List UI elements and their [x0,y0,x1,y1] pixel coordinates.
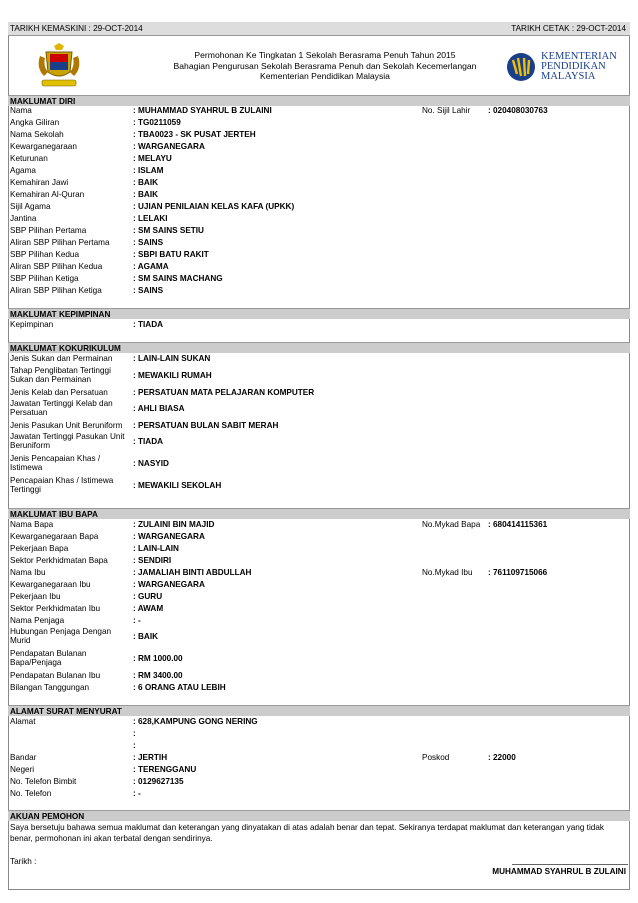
field-value: : RM 1000.00 [133,654,183,663]
title-line-2: Bahagian Pengurusan Sekolah Berasrama Penuh dan Sekolah Kecemerlangan [173,60,477,71]
field-value: : 22000 [488,753,516,762]
field-value: : SENDIRI [133,556,172,565]
field-value: : 020408030763 [488,106,548,115]
field-value: : TBA0023 - SK PUSAT JERTEH [133,130,256,139]
field-label: Pencapaian Khas / Istimewa Tertinggi [10,476,114,494]
field-value: : MEWAKILI RUMAH [133,371,212,380]
field-value: : PERSATUAN MATA PELAJARAN KOMPUTER [133,388,315,397]
field-value: : BAIK [133,190,159,199]
field-value: : SAINS [133,238,164,247]
applicant-name: MUHAMMAD SYAHRUL B ZULAINI [492,867,626,876]
printed-date: TARIKH CETAK : 29-OCT-2014 [511,24,626,33]
field-label: Pendapatan Bulanan Bapa/Penjaga [10,649,87,667]
section-akuan-pemohon: AKUAN PEMOHON [8,810,630,821]
field-value: : BAIK [133,178,159,187]
field-label: No.Mykad Ibu [422,568,473,577]
field-label: Sektor Perkhidmatan Bapa [10,556,108,565]
field-value: : GURU [133,592,163,601]
field-value: : [133,741,136,750]
field-value: : WARGANEGARA [133,580,205,589]
field-value: : AGAMA [133,262,169,271]
field-label: Kewarganegaraan [10,142,77,151]
field-value: : SBPI BATU RAKIT [133,250,209,259]
field-label: Kepimpinan [10,320,54,329]
field-label: Tahap Penglibatan Tertinggi Sukan dan Permainan [10,366,111,384]
field-label: Aliran SBP Pilihan Kedua [10,262,103,271]
field-label: Hubungan Penjaga Dengan Murid [10,627,112,645]
field-label: Jantina [10,214,37,223]
field-value: : SM SAINS SETIU [133,226,204,235]
field-value: : WARGANEGARA [133,142,205,151]
field-value: : WARGANEGARA [133,532,205,541]
field-label: Pendapatan Bulanan Ibu [10,671,101,680]
field-value: : TIADA [133,320,164,329]
field-label: No. Sijil Lahir [422,106,471,115]
field-value: : MUHAMMAD SYAHRUL B ZULAINI [133,106,272,115]
field-label: Sijil Agama [10,202,51,211]
field-value: : SM SAINS MACHANG [133,274,223,283]
field-label: Keturunan [10,154,48,163]
field-value: : LAIN-LAIN SUKAN [133,354,211,363]
malaysia-crest-icon [34,42,84,92]
kpm-logo [505,52,623,82]
field-value: : NASYID [133,459,169,468]
field-label: Kewarganegaraan Ibu [10,580,91,589]
field-label: SBP Pilihan Kedua [10,250,80,259]
section-maklumat-diri: MAKLUMAT DIRI [8,95,630,106]
section-maklumat-kokurikulum: MAKLUMAT KOKURIKULUM [8,342,630,353]
signature-line [512,864,628,865]
field-label: No.Mykad Bapa [422,520,481,529]
field-label: Jenis Pasukan Unit Beruniform [10,421,123,430]
field-label: Kemahiran Al-Quran [10,190,85,199]
field-label: Bilangan Tanggungan [10,683,90,692]
field-label: Jawatan Tertinggi Pasukan Unit Beruniform [10,432,125,450]
field-value: : AWAM [133,604,164,613]
field-label: Kemahiran Jawi [10,178,69,187]
field-label: Jawatan Tertinggi Kelab dan Persatuan [10,399,113,417]
field-value: : ISLAM [133,166,164,175]
field-value: : LAIN-LAIN [133,544,179,553]
field-value: : UJIAN PENILAIAN KELAS KAFA (UPKK) [133,202,295,211]
field-value: : PERSATUAN BULAN SABIT MERAH [133,421,279,430]
title-line-1: Permohonan Ke Tingkatan 1 Sekolah Berasrama Penuh Tahun 2015 [194,50,456,60]
form-title [140,50,510,82]
field-value: : SAINS [133,286,164,295]
field-value: : 761109715066 [488,568,548,577]
field-value: : TIADA [133,437,164,446]
kpm-logo-text: KEMENTERIAN PENDIDIKAN MALAYSIA [541,51,617,82]
kpm-emblem-icon [505,52,537,82]
field-label: Poskod [422,753,450,762]
field-label: Jenis Sukan dan Permainan [10,354,113,363]
field-value: : ZULAINI BIN MAJID [133,520,215,529]
field-label: No. Telefon [10,789,52,798]
field-value: : BAIK [133,632,159,641]
field-value: : AHLI BIASA [133,404,185,413]
field-label: No. Telefon Bimbit [10,777,77,786]
field-value: : 680414115361 [488,520,548,529]
field-label: Bandar [10,753,37,762]
title-line-3: Kementerian Pendidikan Malaysia [260,71,390,81]
field-value: : LELAKI [133,214,168,223]
field-value: : 0129627135 [133,777,184,786]
field-label: Kewarganegaraan Bapa [10,532,99,541]
field-value: : JAMALIAH BINTI ABDULLAH [133,568,252,577]
section-maklumat-kepimpinan: MAKLUMAT KEPIMPINAN [8,308,630,319]
field-label: Nama Penjaga [10,616,65,625]
field-value: : - [133,616,141,625]
field-value: : - [133,789,141,798]
field-label: Nama Sekolah [10,130,64,139]
field-value: : MELAYU [133,154,172,163]
field-value: : TERENGGANU [133,765,197,774]
field-label: SBP Pilihan Ketiga [10,274,79,283]
section-alamat-surat-menyurat: ALAMAT SURAT MENYURAT [8,705,630,716]
field-value: : RM 3400.00 [133,671,183,680]
field-label: Jenis Kelab dan Persatuan [10,388,108,397]
field-label: Aliran SBP Pilihan Ketiga [10,286,102,295]
field-value: : [133,729,136,738]
field-label: Pekerjaan Ibu [10,592,61,601]
field-value: : JERTIH [133,753,168,762]
tarikh-label: Tarikh : [10,857,37,866]
field-label: Jenis Pencapaian Khas / Istimewa [10,454,101,472]
section-maklumat-ibu-bapa: MAKLUMAT IBU BAPA [8,508,630,519]
field-label: Aliran SBP Pilihan Pertama [10,238,110,247]
date-bar [8,22,630,36]
updated-date: TARIKH KEMASKINI : 29-OCT-2014 [10,24,143,33]
field-value: : MEWAKILI SEKOLAH [133,481,222,490]
field-label: Agama [10,166,36,175]
field-label: Nama [10,106,32,115]
field-label: Nama Bapa [10,520,54,529]
field-label: Alamat [10,717,36,726]
field-label: Nama Ibu [10,568,46,577]
field-label: SBP Pilihan Pertama [10,226,87,235]
field-value: : 628,KAMPUNG GONG NERING [133,717,258,726]
declaration-text: Saya bersetuju bahawa semua maklumat dan keterangan yang dinyatakan di atas adalah benar dan tepat. Sekiranya terdapat maklumat dan keterangan yang tidak benar, permohonan ini akan terbatal dengan sendirinya. [10,823,604,843]
field-label: Sektor Perkhidmatan Ibu [10,604,101,613]
field-label: Angka Giliran [10,118,60,127]
field-label: Pekerjaan Bapa [10,544,69,553]
field-label: Negeri [10,765,35,774]
field-value: : 6 ORANG ATAU LEBIH [133,683,226,692]
field-value: : TG0211059 [133,118,181,127]
